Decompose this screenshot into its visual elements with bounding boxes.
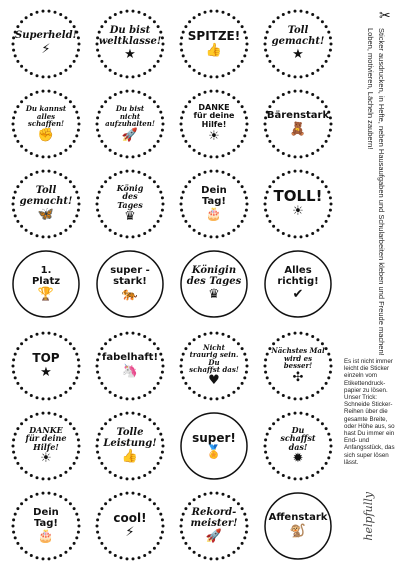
tiara-icon: ♛ bbox=[208, 287, 220, 302]
sticker bbox=[10, 88, 82, 160]
star-icon: ★ bbox=[292, 47, 304, 62]
sticker bbox=[262, 88, 334, 160]
sticker bbox=[94, 490, 166, 562]
sticker bbox=[178, 330, 250, 402]
sticker bbox=[10, 8, 82, 80]
medal-icon: 🏅 bbox=[205, 444, 223, 460]
sun-icon: ☀ bbox=[208, 129, 220, 145]
sticker bbox=[262, 410, 334, 482]
sticker-text: Alles richtig! bbox=[277, 265, 319, 287]
sticker-text: cool! bbox=[113, 511, 147, 526]
sticker-text: Du bist weltklasse! bbox=[98, 25, 162, 47]
crown-icon: ♛ bbox=[124, 209, 136, 225]
sticker-text: TOP bbox=[32, 351, 60, 366]
sticker bbox=[262, 490, 334, 562]
sticker-text: König des Tages bbox=[116, 182, 144, 210]
sticker-text: Du schaffst das! bbox=[280, 424, 316, 452]
sticker bbox=[178, 168, 250, 240]
sticker bbox=[178, 88, 250, 160]
heart-icon: ♥ bbox=[208, 373, 220, 389]
sticker bbox=[10, 248, 82, 320]
stars-icon: ★ bbox=[40, 364, 52, 380]
thumbs-up-icon: 👍 bbox=[205, 42, 223, 58]
sticker-text: Toll gemacht! bbox=[271, 25, 325, 47]
sticker-text: 1. Platz bbox=[31, 265, 61, 287]
sticker-text: Nächstes Mal wird es besser! bbox=[271, 346, 325, 371]
star-icon: ★ bbox=[124, 47, 136, 62]
monkey-icon: 🐒 bbox=[289, 523, 307, 539]
teddy-bear-icon: 🧸 bbox=[289, 121, 307, 137]
sticker bbox=[178, 410, 250, 482]
tiger-icon: 🐅 bbox=[121, 287, 139, 302]
sticker bbox=[10, 410, 82, 482]
sticker-text: super - stark! bbox=[110, 265, 150, 287]
sticker-text: SPITZE! bbox=[187, 29, 241, 44]
sticker-text: Affenstark bbox=[268, 512, 328, 524]
sticker bbox=[262, 168, 334, 240]
sticker bbox=[262, 330, 334, 402]
sticker bbox=[94, 248, 166, 320]
sticker bbox=[10, 490, 82, 562]
sticker bbox=[10, 330, 82, 402]
cake-icon: 🎂 bbox=[205, 207, 223, 222]
lightning-icon: ⚡ bbox=[125, 524, 135, 540]
sticker-text: Königin des Tages bbox=[186, 265, 242, 287]
unicorn-icon: 🦄 bbox=[121, 363, 139, 379]
fist-icon: ✊ bbox=[37, 127, 55, 143]
rosette-icon: ✹ bbox=[292, 451, 304, 467]
sun-icon: ☀ bbox=[292, 204, 304, 220]
sticker-text: DANKE für deine Hilfe! bbox=[25, 424, 67, 452]
sticker bbox=[94, 330, 166, 402]
sticker bbox=[178, 490, 250, 562]
sticker-text: TOLL! bbox=[273, 186, 323, 205]
sticker bbox=[262, 8, 334, 80]
sticker-text: Toll gemacht! bbox=[19, 185, 73, 207]
sticker-text: Du bist nicht aufzuhalten! bbox=[105, 104, 155, 129]
side-text-motto: Loben, motivieren, Lächeln zaubern! bbox=[366, 28, 375, 150]
sticker-text: Tolle Leistung! bbox=[103, 427, 157, 449]
cake-icon: 🎂 bbox=[37, 529, 55, 544]
sticker-text: Superheld! bbox=[15, 30, 77, 42]
sticker-text: Dein Tag! bbox=[201, 185, 227, 207]
lightning-icon: ⚡ bbox=[41, 41, 51, 57]
sticker-text: Nicht traurig sein. Du schaffst das! bbox=[189, 342, 239, 374]
sticker bbox=[178, 248, 250, 320]
sticker bbox=[94, 8, 166, 80]
peeling-tip-note: Es ist nicht immer leicht die Sticker einzeln vom Etikettendruck-papier zu lösen. Unser Trick: Schneide Sticker-Reihen über die gesamte Breite, oder Höhe aus, so hast Du immer ein End- und Anfangsstück, das sich super lösen lässt. bbox=[344, 358, 395, 466]
sticker-text: Rekord- meister! bbox=[190, 507, 238, 529]
rocket-icon: 🚀 bbox=[205, 529, 223, 544]
brand-logo: helpfully bbox=[362, 492, 375, 541]
check-icon: ✔ bbox=[292, 287, 304, 302]
scissors-icon: ✂ bbox=[379, 8, 391, 24]
sticker-text: Bärenstark bbox=[266, 110, 330, 122]
sticker-text: Du kannst alles schaffen! bbox=[25, 104, 67, 129]
sticker bbox=[10, 168, 82, 240]
sticker-text: DANKE für deine Hilfe! bbox=[193, 102, 235, 129]
sticker bbox=[94, 410, 166, 482]
side-text-instructions: Sticker ausdrucken, in Hefte, neben Hausaufgaben und Schularbeiten kleben und Freude machen! bbox=[377, 28, 386, 356]
sticker bbox=[94, 168, 166, 240]
butterfly-icon: 🦋 bbox=[37, 207, 55, 222]
sticker bbox=[178, 8, 250, 80]
dragonfly-icon: ✣ bbox=[292, 369, 304, 385]
sticker bbox=[94, 88, 166, 160]
sticker-text: Dein Tag! bbox=[33, 507, 59, 529]
trophy-icon: 🏆 bbox=[37, 287, 55, 302]
sun-icon: ☀ bbox=[40, 451, 52, 467]
rocket-icon: 🚀 bbox=[121, 127, 139, 143]
thumbs-up-icon: 👍 bbox=[121, 449, 139, 464]
sticker-text: super! bbox=[192, 431, 236, 446]
sticker-text: fabelhaft! bbox=[101, 352, 159, 364]
sticker bbox=[262, 248, 334, 320]
